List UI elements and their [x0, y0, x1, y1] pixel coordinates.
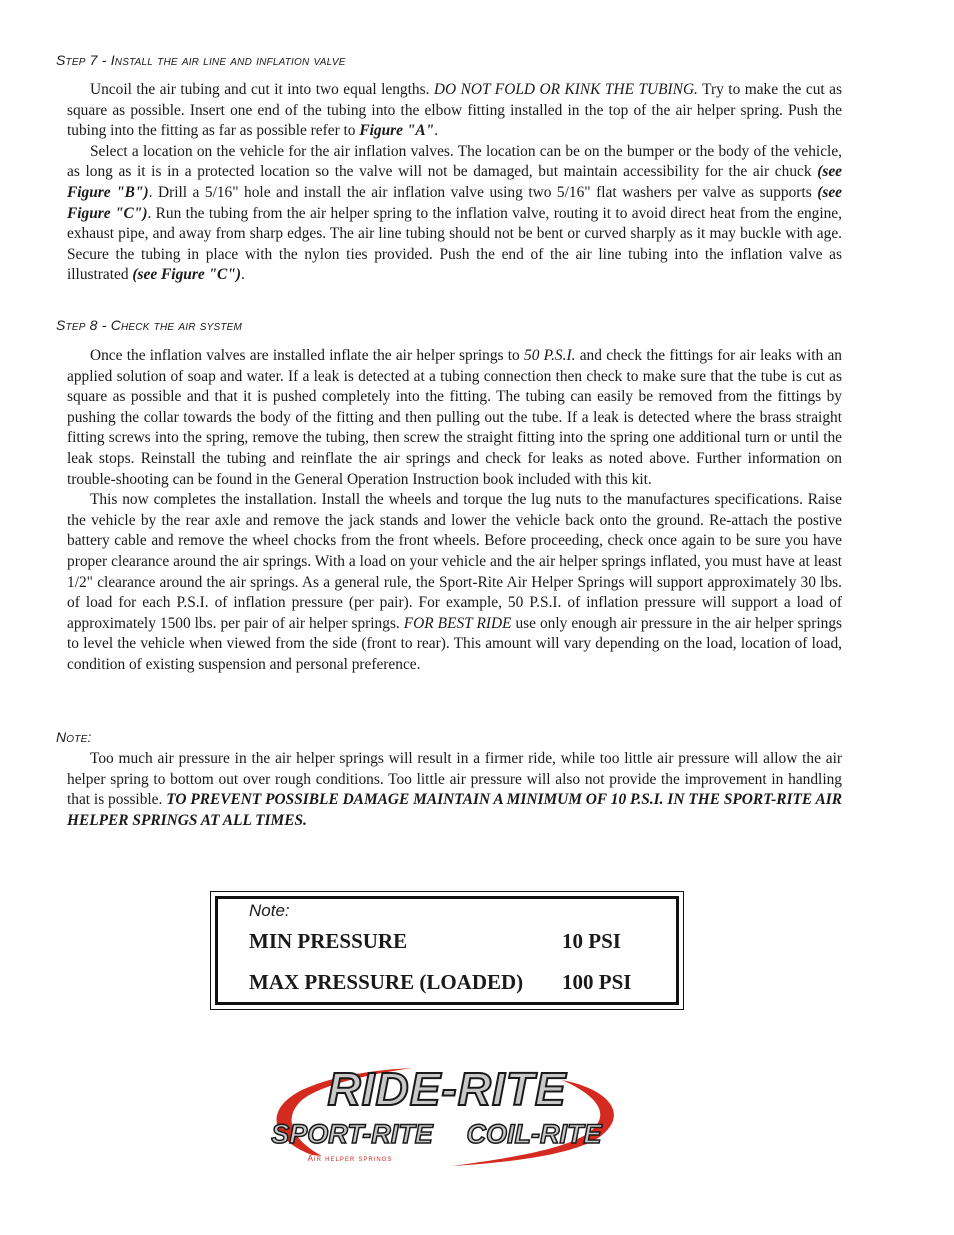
max-pressure-label: MAX PRESSURE (LOADED) — [249, 970, 524, 994]
step8-heading: Step 8 - Check the air system — [56, 317, 243, 333]
note-heading: Note: — [56, 729, 92, 745]
ride-rite-logo — [262, 1060, 632, 1170]
step8-paragraph-2: This now completes the installation. Install the wheels and torque the lug nuts to the manufactures specifications. Raise the vehicle by the rear axle and remove the jack stands and lower the vehicle back onto the ground. Re-attach the postive battery cable and remove the wheel chocks from the front wheels. Before proceeding, check once again to be sure you have proper clearance around the air springs. With a load on your vehicle and the air helper springs inflated, you must have at least 1/2" clearance around the air springs. As a general rule, the Sport-Rite Air Helper Springs will support approximately 30 lbs. of load for each P.S.I. of inflation pressure (per pair). For example, 50 P.S.I. of inflation pressure will support a load of approximately 1500 lbs. per pair of air helper springs. FOR BEST RIDE use only enough air pressure in the air helper springs to level the vehicle when viewed from the side (front to rear). This amount will vary depending on the load, location of load, condition of existing suspension and personal preference. — [67, 491, 843, 673]
pressure-note-box — [210, 891, 684, 1010]
logo-coil-rite: COIL-RITE — [466, 1119, 602, 1149]
pressure-note-label: Note: — [249, 901, 290, 920]
step7-body — [67, 80, 842, 286]
step7-paragraph-2: Select a location on the vehicle for the air inflation valves. The location can be on the bumper or the body of the vehicle, as long as it is in a protected location so the valve will not be damaged, but maintain accessibility for the air chuck (see Figure "B"). Drill a 5/16" hole and install the air inflation valve using two 5/16" flat washers per valve as supports (see Figure "C"). Run the tubing from the air helper spring to the inflation valve, routing it to avoid direct heat from the engine, exhaust pipe, and away from sharp edges. The air line tubing should not be bent or curved sharply as it may buckle with age. Secure the tubing in place with the nylon ties provided. Push the end of the air line tubing into the inflation valve as illustrated (see Figure "C"). — [67, 142, 842, 284]
max-pressure-row — [249, 970, 632, 995]
step8-paragraph-1: Once the inflation valves are installed inflate the air helper springs to 50 P.S.I. and check the fittings for air leaks with an applied solution of soap and water. If a leak is detected at a tubing connection then check to make sure that the tube is cut as square as possible and that it is pushed completely into the fitting. The tubing can easily be removed from the fittings by pushing the collar towards the body of the fitting and then pulling out the tube. If a leak is detected where the brass straight fitting screws into the spring, remove the tubing, then screw the straight fitting into the spring one additional turn or until the leak stops. Reinstall the tubing and reinflate the air springs and check for leaks as noted above. Further information on trouble-shooting can be found in the General Operation Instruction book included with this kit. — [67, 347, 842, 488]
logo-brand: RIDE-RITE — [327, 1063, 567, 1115]
step7-heading: Step 7 - Install the air line and inflation valve — [56, 52, 346, 68]
min-pressure-row — [249, 929, 621, 954]
logo-tagline: Air helper springs — [307, 1154, 393, 1163]
step7-paragraph-1: Uncoil the air tubing and cut it into two equal lengths. DO NOT FOLD OR KINK THE TUBING. Try to make the cut as square as possible. Insert one end of the tubing into the elbow fitting installed in the top of the air helper spring. Push the tubing into the fitting as far as possible refer to Figure "A". — [67, 81, 842, 140]
logo-sport-rite: SPORT-RITE — [271, 1119, 433, 1149]
min-pressure-label: MIN PRESSURE — [249, 929, 408, 953]
note-body — [67, 749, 842, 831]
max-pressure-value: 100 PSI — [562, 970, 632, 994]
step8-body — [67, 346, 842, 676]
note-paragraph: Too much air pressure in the air helper springs will result in a firmer ride, while too little air pressure will allow the air helper spring to bottom out over rough conditions. Too little air pressure will also not provide the improvement in handling that is possible. TO PREVENT POSSIBLE DAMAGE MAINTAIN A MINIMUM OF 10 P.S.I. IN THE SPORT-RITE AIR HELPER SPRINGS AT ALL TIMES. — [67, 750, 842, 829]
min-pressure-value: 10 PSI — [562, 929, 621, 953]
